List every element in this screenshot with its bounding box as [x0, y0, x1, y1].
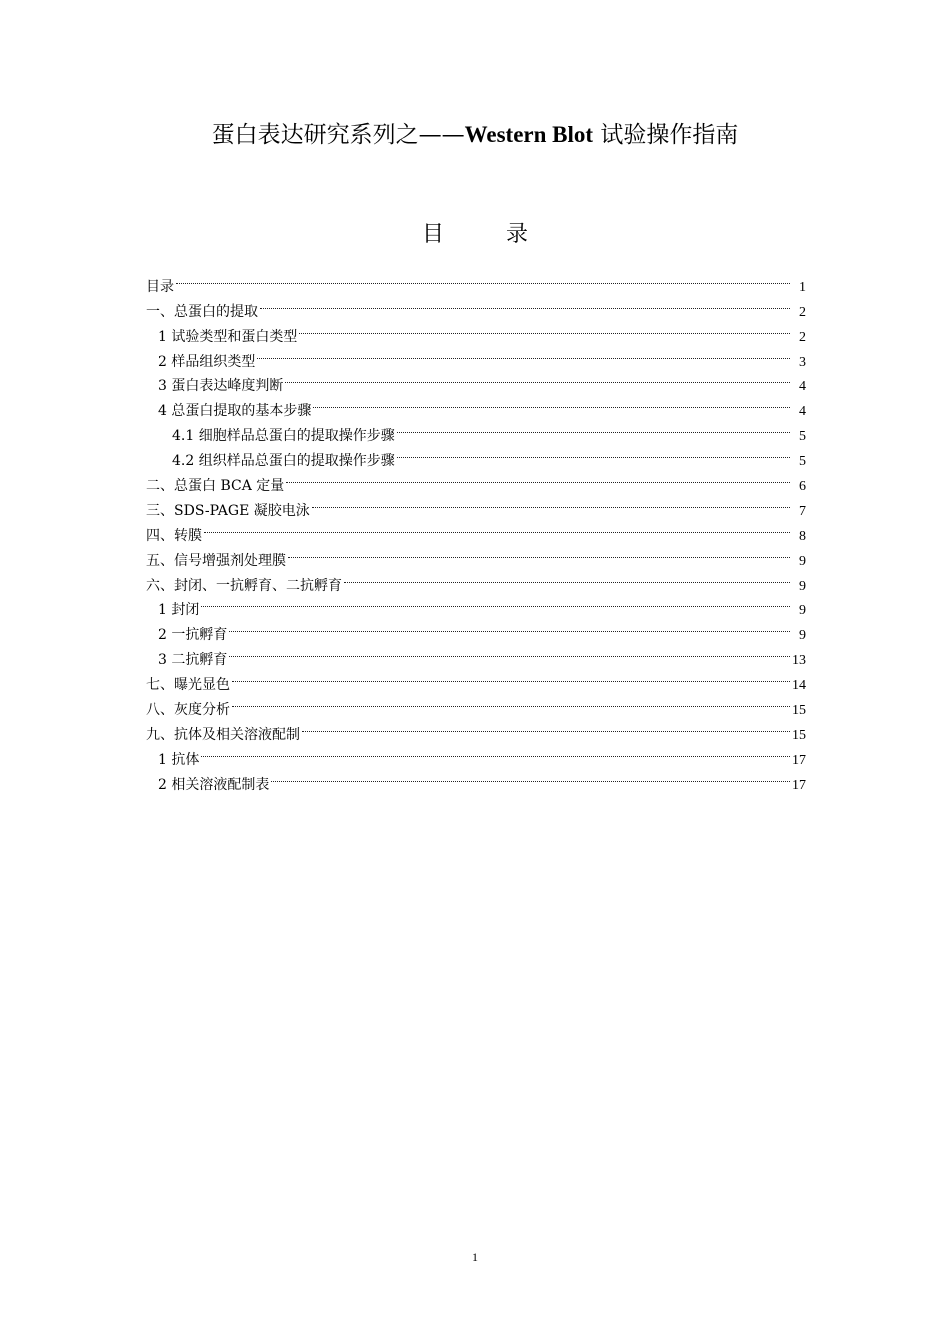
toc-entry-page: 9 — [799, 603, 806, 619]
toc-entry-page: 2 — [799, 329, 806, 345]
toc-entry[interactable] — [146, 764, 806, 793]
toc-entry-label: 五、信号增强剂处理膜 — [146, 552, 286, 569]
document-title — [0, 118, 950, 152]
toc-entry-page: 6 — [799, 479, 806, 495]
toc-entry-label: 二、总蛋白 BCA 定量 — [146, 478, 285, 495]
toc-entry-page: 13 — [792, 653, 806, 669]
toc-entry-label: 目录 — [146, 278, 174, 295]
toc-entry-page: 9 — [799, 578, 806, 594]
toc-entry-page: 15 — [792, 703, 806, 719]
toc-dot-leader — [229, 639, 790, 664]
toc-entry-label: 1 试验类型和蛋白类型 — [158, 328, 298, 345]
toc-dot-leader — [299, 316, 790, 341]
toc-entry-page: 4 — [799, 404, 806, 420]
toc-entry-label: 2 样品组织类型 — [158, 353, 256, 370]
toc-entry-label: 2 一抗孵育 — [158, 627, 228, 644]
toc-dot-leader — [232, 664, 790, 689]
toc-entry-page: 5 — [799, 454, 806, 470]
toc-entry-page: 15 — [792, 727, 806, 743]
toc-entry-label: 四、转膜 — [146, 527, 202, 544]
toc-entry-label: 1 封闭 — [158, 602, 200, 619]
toc-entry-label: 一、总蛋白的提取 — [146, 303, 258, 320]
toc-entry-label: 3 二抗孵育 — [158, 652, 228, 669]
toc-dot-leader — [271, 764, 790, 789]
toc-entry-label: 三、SDS-PAGE 凝胶电泳 — [146, 502, 310, 519]
toc-entry-page: 17 — [792, 777, 806, 793]
title-suffix: 试验操作指南 — [593, 122, 739, 148]
toc-dot-leader — [288, 540, 790, 565]
toc-dot-leader — [312, 490, 790, 515]
toc-dot-leader — [302, 714, 790, 739]
toc-entry-page: 8 — [799, 528, 806, 544]
toc-dot-leader — [232, 689, 790, 714]
toc-entry-label: 4 总蛋白提取的基本步骤 — [158, 403, 312, 420]
toc-entry-page: 9 — [799, 553, 806, 569]
title-english: Western Blot — [464, 122, 594, 147]
toc-entry-page: 9 — [799, 628, 806, 644]
toc-entry-page: 2 — [799, 304, 806, 320]
toc-entry-page: 3 — [799, 354, 806, 370]
toc-dot-leader — [176, 266, 790, 291]
toc-entry-label: 七、曝光显色 — [146, 677, 230, 694]
toc-entry[interactable] — [146, 739, 806, 768]
toc-entry-label: 1 抗体 — [158, 751, 200, 768]
toc-dot-leader — [286, 465, 790, 490]
toc-entry[interactable] — [146, 540, 806, 569]
toc-dot-leader — [229, 614, 790, 639]
toc-entry-page: 17 — [792, 752, 806, 768]
toc-entry-page: 7 — [799, 503, 806, 519]
toc-entry[interactable] — [146, 614, 806, 644]
table-of-contents — [146, 266, 806, 793]
toc-entry-page: 4 — [799, 379, 806, 395]
toc-entry[interactable] — [146, 639, 806, 669]
toc-dot-leader — [204, 515, 790, 540]
toc-entry[interactable] — [146, 714, 806, 743]
toc-dot-leader — [201, 590, 790, 615]
toc-entry[interactable] — [146, 266, 806, 295]
toc-dot-leader — [344, 565, 790, 590]
toc-entry[interactable] — [146, 689, 806, 719]
toc-entry-label: 3 蛋白表达峰度判断 — [158, 378, 284, 395]
toc-entry-label: 六、封闭、一抗孵育、二抗孵育 — [146, 577, 342, 594]
toc-dot-leader — [257, 341, 790, 366]
toc-dot-leader — [260, 291, 790, 316]
toc-entry-label: 八、灰度分析 — [146, 702, 230, 719]
title-prefix: 蛋白表达研究系列之—— — [211, 122, 465, 148]
toc-entry-label: 2 相关溶液配制表 — [158, 776, 270, 793]
toc-dot-leader — [201, 739, 790, 764]
toc-entry[interactable] — [146, 590, 806, 619]
toc-entry[interactable] — [146, 515, 806, 544]
toc-dot-leader — [397, 415, 790, 440]
toc-entry-page: 1 — [799, 279, 806, 295]
toc-entry-label: 九、抗体及相关溶液配制 — [146, 726, 300, 743]
toc-dot-leader — [313, 390, 790, 415]
toc-dot-leader — [285, 366, 790, 391]
toc-entry-page: 5 — [799, 429, 806, 445]
toc-entry[interactable] — [146, 291, 806, 320]
toc-entry[interactable] — [146, 664, 806, 694]
toc-entry-label: 4.2 组织样品总蛋白的提取操作步骤 — [172, 453, 395, 470]
toc-heading: 目录 — [421, 222, 590, 247]
toc-entry-page: 14 — [792, 678, 806, 694]
toc-entry-label: 4.1 细胞样品总蛋白的提取操作步骤 — [172, 428, 395, 445]
page-number: 1 — [472, 1250, 478, 1264]
toc-dot-leader — [397, 440, 790, 465]
